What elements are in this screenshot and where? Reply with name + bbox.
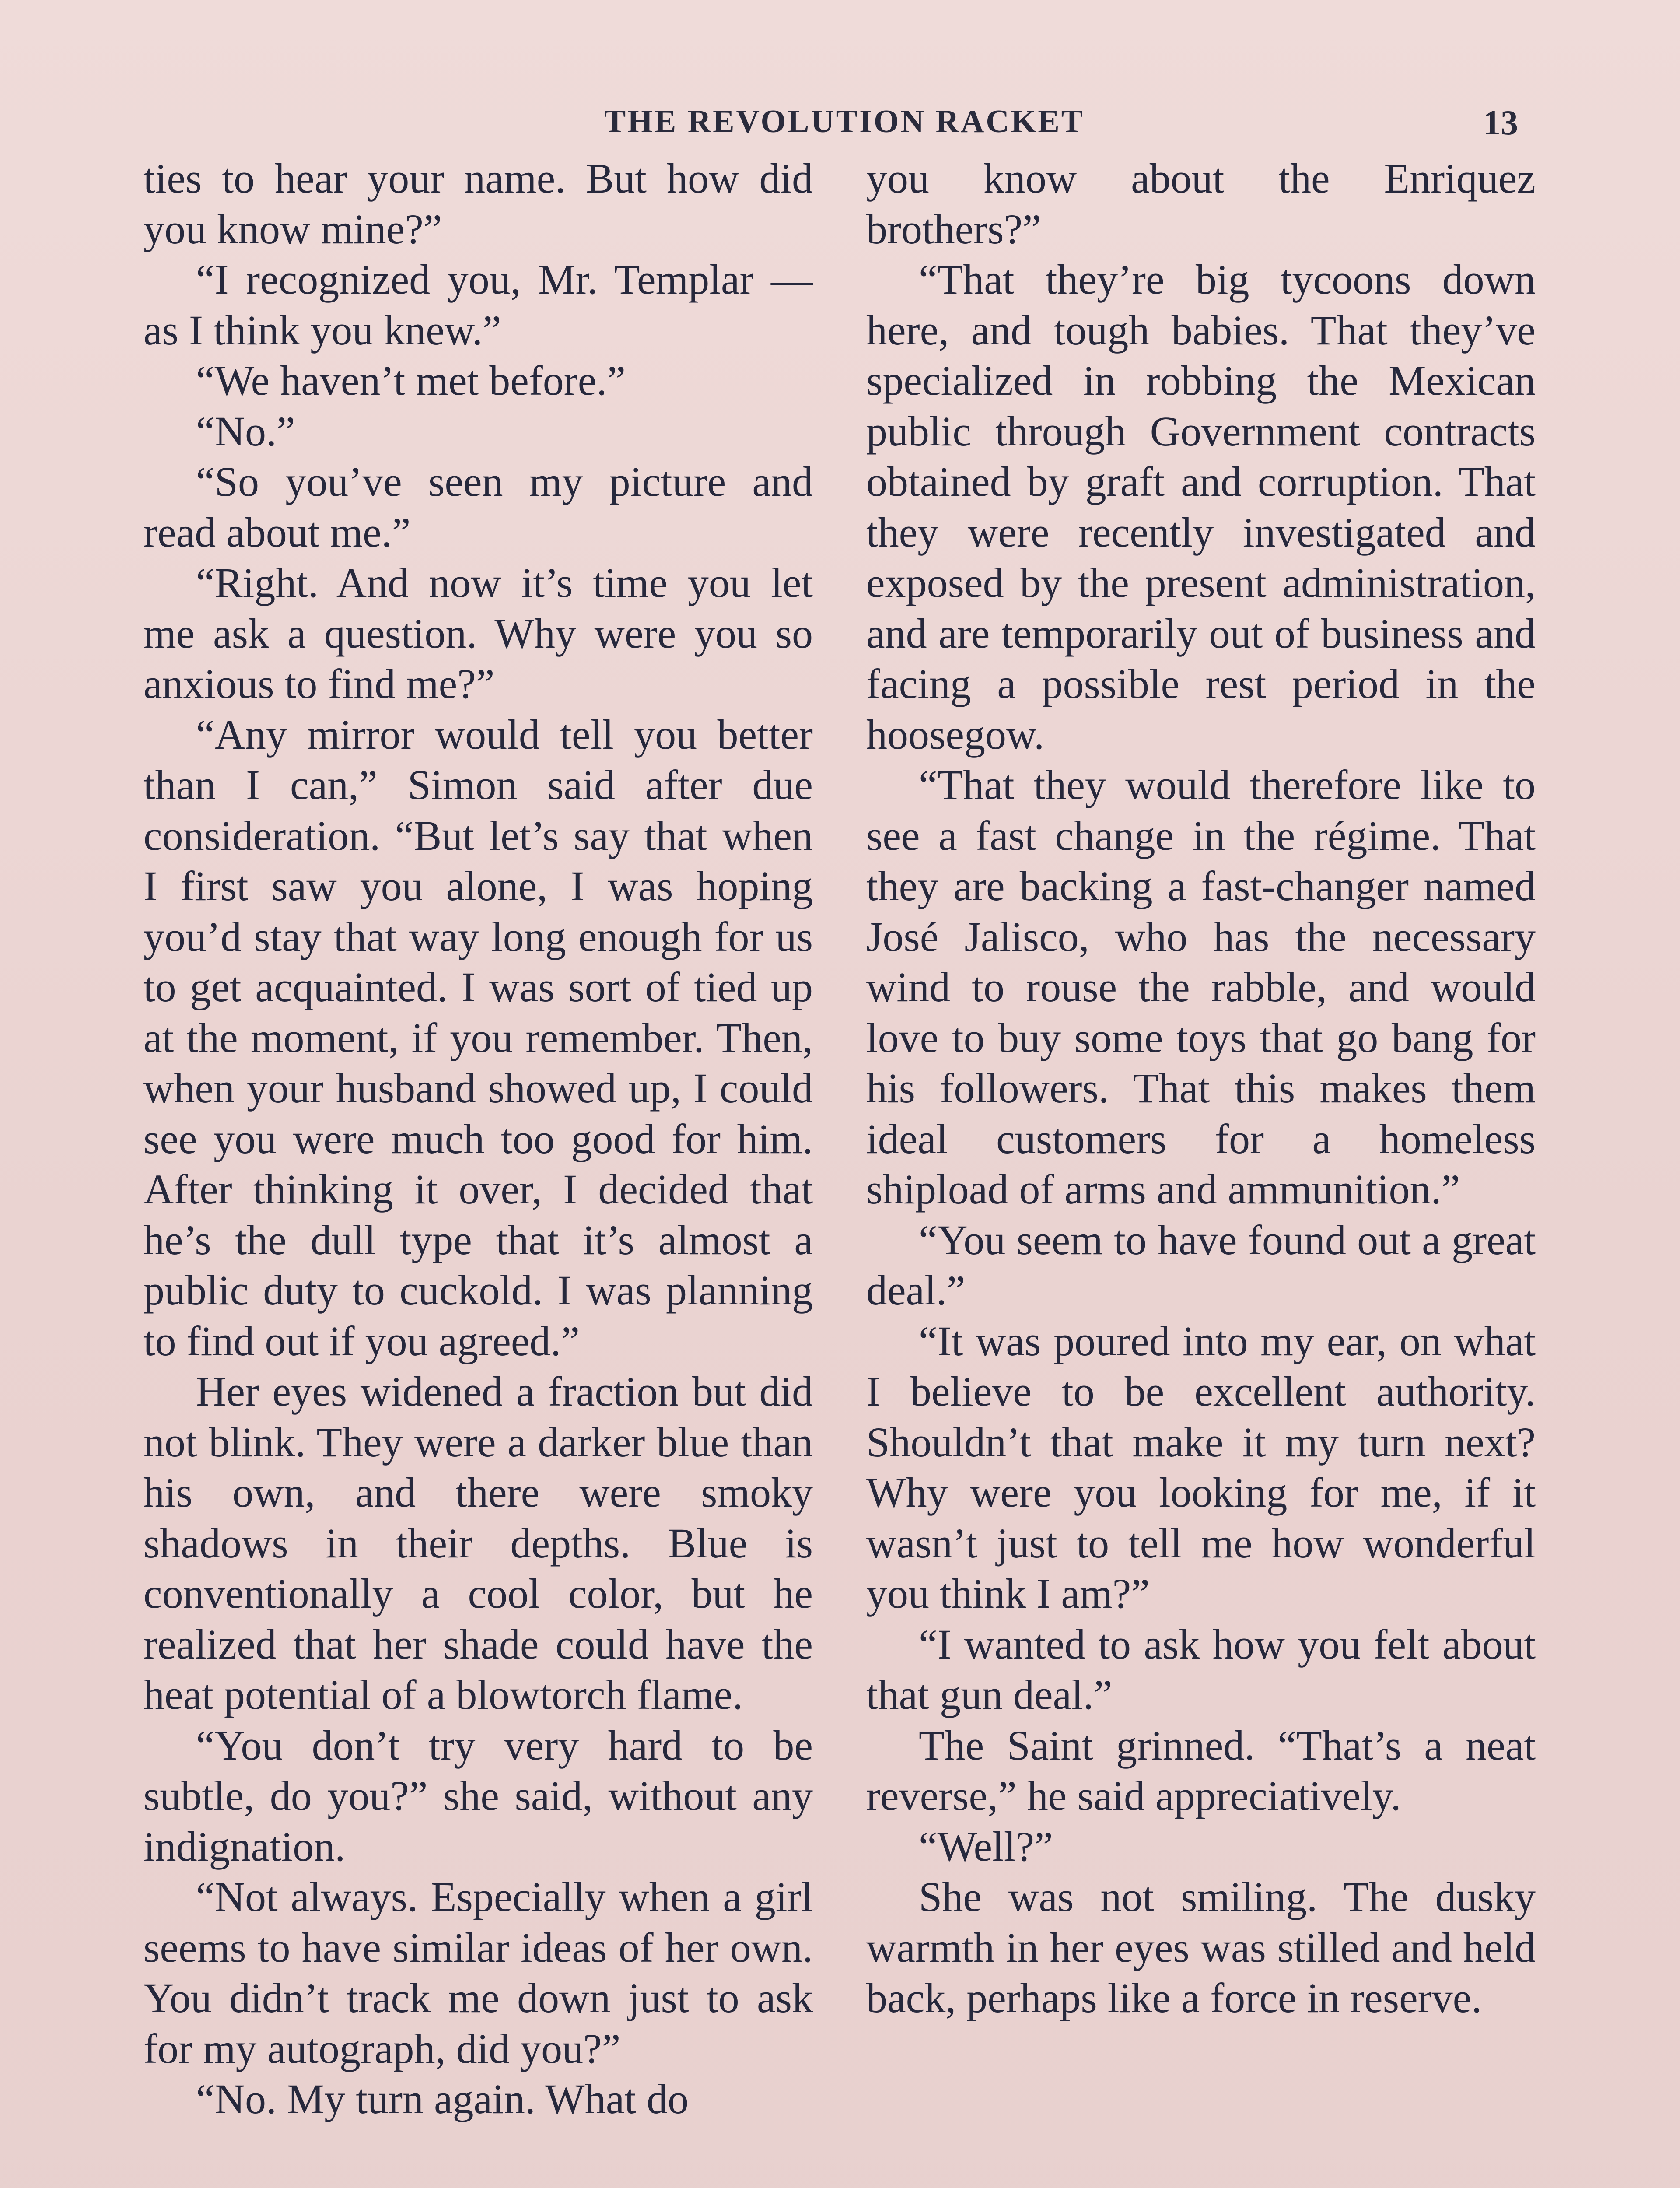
paragraph: you know about the Enriquez brothers?” [866,155,1536,252]
paragraph: “We haven’t met before.” [196,357,626,404]
paragraph: “Well?” [919,1823,1053,1870]
left-column [144,153,813,2125]
paragraph: “So you’ve seen my picture and read about me.” [144,458,813,556]
paragraph: She was not smiling. The dusky warmth in her eyes was stilled and held back, perhaps like a force in reserve. [866,1873,1536,2021]
paragraph: “That they’re big tycoons down here, and tough babies. That they’ve specialized in robbing the Mexican public through Government contracts obtained by graft and corruption. That they were recently investigated and exposed by the present administration, and are temporarily out of business and facing a possible rest period in the hoosegow. [866,256,1536,758]
paragraph: “That they would therefore like to see a fast change in the régime. That they are backing a fast-changer named José Jalisco, who has the necessary wind to rouse the rabble, and would love to buy some toys that go bang for his followers. That this makes them ideal customers for a homeless shipload of arms and ammunition.” [866,761,1536,1213]
running-head [144,103,1544,151]
paragraph: The Saint grinned. “That’s a neat reverse,” he said appreciatively. [866,1722,1536,1819]
paragraph: “No.” [196,407,295,455]
paragraph: “Not always. Especially when a girl seems to have similar ideas of her own. You didn’t track me down just to ask for my autograph, did you?” [144,1873,813,2072]
paragraph: “Right. And now it’s time you let me ask a question. Why were you so anxious to find me?” [144,559,813,707]
paragraph: “Any mirror would tell you better than I can,” Simon said after due consideration. “But let’s say that when I first saw you alone, I was hoping you’d stay that way long enough for us to get acquainted. I was sort of tied up at the moment, if you remember. Then, when your husband showed up, I could see you were much too good for him. After thinking it over, I decided that he’s the dull type that it’s almost a public duty to cuckold. I was planning to find out if you agreed.” [144,711,813,1364]
paragraph: “You don’t try very hard to be subtle, do you?” she said, without any indignation. [144,1722,813,1870]
paragraph: “It was poured into my ear, on what I believe to be excellent authority. Shouldn’t that make it my turn next? Why were you looking for me, if it wasn’t just to tell me how wonderful you think I am?” [866,1317,1536,1617]
paragraph: Her eyes widened a fraction but did not blink. They were a darker blue than his own, and there were smoky shadows in their depths. Blue is conventionally a cool color, but he realized that her shade could have the heat potential of a blowtorch flame. [144,1368,813,1718]
paragraph: “No. My turn again. What do [196,2076,689,2122]
paragraph: “I wanted to ask how you felt about that gun deal.” [866,1620,1536,1718]
page-number: 13 [1483,104,1518,142]
paragraph: ties to hear your name. But how did you know mine?” [144,155,813,252]
right-column [866,153,1536,2023]
running-title: THE REVOLUTION RACKET [604,104,1085,140]
paragraph: “You seem to have found out a great deal.” [866,1216,1536,1314]
paragraph: “I recognized you, Mr. Templar —as I think you knew.” [144,256,813,354]
